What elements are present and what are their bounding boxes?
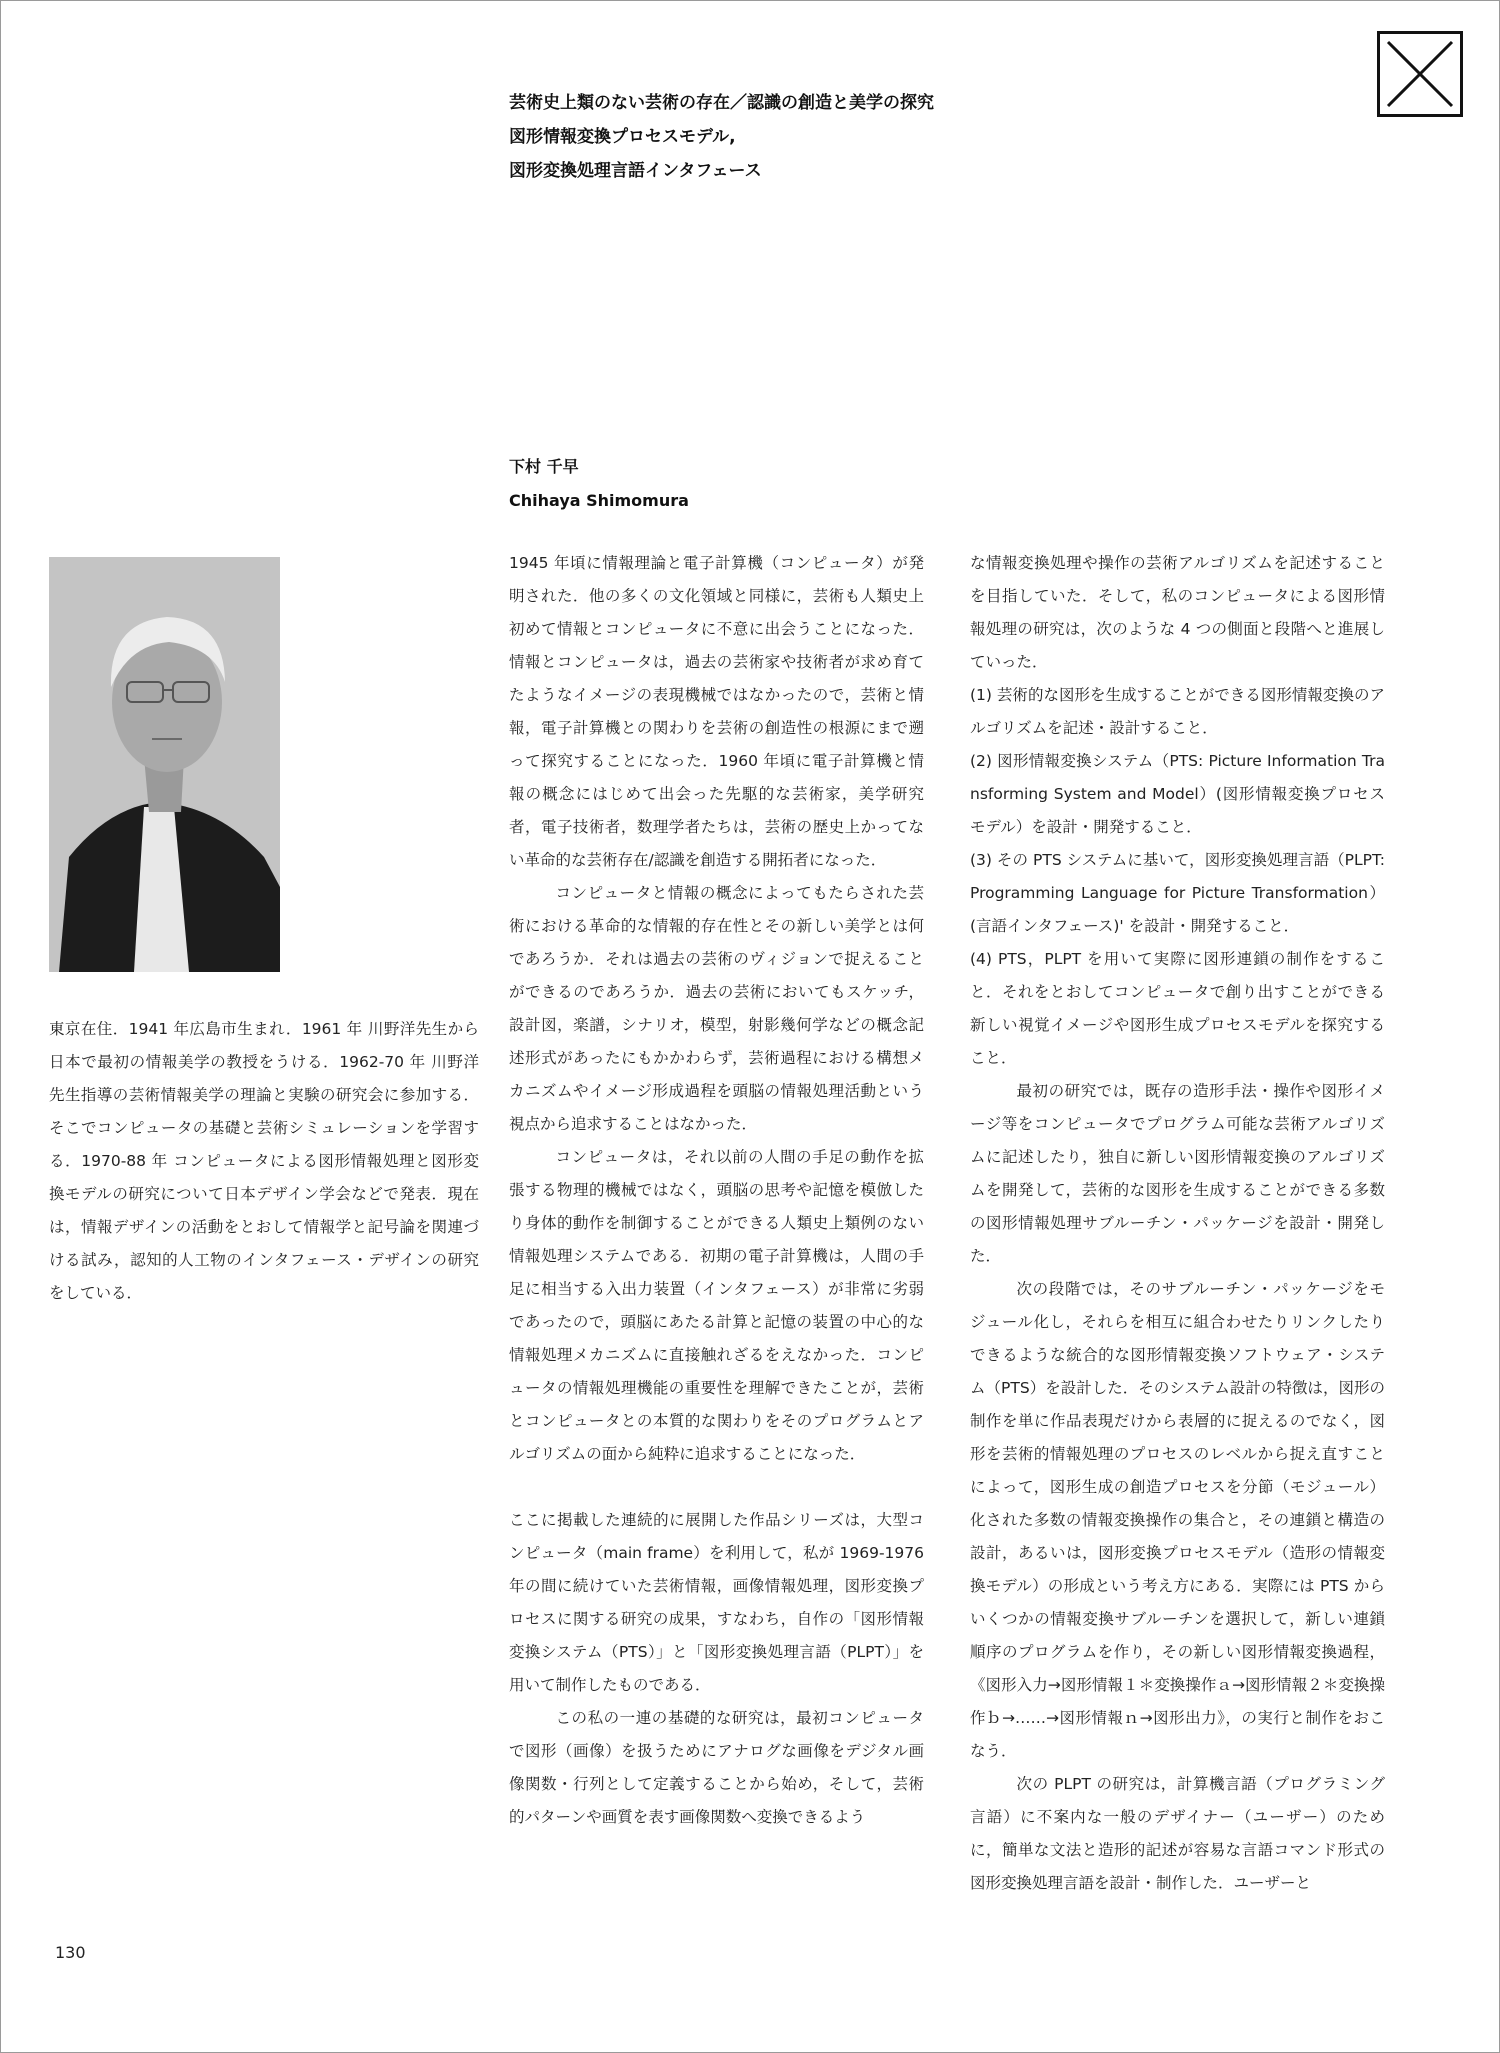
author-portrait bbox=[49, 557, 280, 972]
col2-paragraph-4: 次の PLPT の研究は，計算機言語（プログラミング言語）に不案内な一般のデザイナー（ユーザー）のために，簡単な文法と造形的記述が容易な言語コマンド形式の図形変換処理言語を設計・制作した．ユーザーと bbox=[970, 1775, 1385, 1892]
col1-paragraph-2: コンピュータと情報の概念によってもたらされた芸術における革命的な情報的存在性とその新しい美学とは何であろうか．それは過去の芸術のヴィジョンで捉えることができるのであろうか．過去の芸術においてもスケッチ，設計図，楽譜，シナリオ，模型，射影幾何学などの概念記述形式があったにもかかわらず，芸術過程における構想メカニズムやイメージ形成過程を頭脳の情報処理活動という視点から追求することはなかった． bbox=[509, 884, 924, 1133]
col1-paragraph-5: この私の一連の基礎的な研究は，最初コンピュータで図形（画像）を扱うためにアナログな画像をデジタル画像関数・行列として定義することから始め，そして，芸術的パターンや画質を表す画像関数へ変換できるよう bbox=[509, 1709, 924, 1826]
col2-paragraph-2: 最初の研究では，既存の造形手法・操作や図形イメージ等をコンピュータでプログラム可能な芸術アルゴリズムに記述したり，独自に新しい図形情報変換のアルゴリズムを開発して，芸術的な図形を生成することができる多数の図形情報処理サブルーチン・パッケージを設計・開発した． bbox=[970, 1082, 1385, 1265]
page-number: 130 bbox=[55, 1943, 86, 1962]
col2-list-item-2: (2) 図形情報変換システム（PTS: Picture Information Transforming System and Model）(図形情報変換プロセスモデル）を設計・開発すること． bbox=[970, 752, 1385, 836]
col1-paragraph-1: 1945 年頃に情報理論と電子計算機（コンピュータ）が発明された．他の多くの文化領域と同様に，芸術も人類史上初めて情報とコンピュータに不意に出会うことになった．情報とコンピュータは，過去の芸術家や技術者が求め育てたようなイメージの表現機械ではなかったので，芸術と情報，電子計算機との関わりを芸術の創造性の根源にまで遡って探究することになった．1960 年頃に電子計算機と情報の概念にはじめて出会った先駆的な芸術家，美学研究者，電子技術者，数理学者たちは，芸術の歴史上かってない革命的な芸術存在/認識を創造する開拓者になった． bbox=[509, 554, 925, 869]
col1-paragraph-3: コンピュータは，それ以前の人間の手足の動作を拡張する物理的機械ではなく，頭脳の思考や記憶を模倣したり身体的動作を制御することができる人類史上類例のない情報処理システムである．初期の電子計算機は，人間の手足に相当する入出力装置（インタフェース）が非常に劣弱であったので，頭脳にあたる計算と記憶の装置の中心的な情報処理メカニズムに直接触れざるをえなかった．コンピュータの情報処理機能の重要性を理解できたことが，芸術とコンピュータとの本質的な関わりをそのプログラムとアルゴリズムの面から純粋に追求することになった． bbox=[509, 1148, 924, 1463]
body-column-1 bbox=[509, 547, 924, 1834]
author-bio bbox=[49, 1013, 479, 1310]
portrait-drawing bbox=[49, 557, 280, 972]
author-name-ja: 下村 千早 bbox=[509, 457, 579, 476]
col2-paragraph-1: な情報変換処理や操作の芸術アルゴリズムを記述することを目指していた．そして，私のコンピュータによる図形情報処理の研究は，次のような 4 つの側面と段階へと進展していった． bbox=[970, 554, 1385, 671]
x-mark-glyph bbox=[1380, 34, 1460, 114]
x-mark-icon bbox=[1377, 31, 1463, 117]
author-name-en: Chihaya Shimomura bbox=[509, 491, 689, 510]
title-line-3: 図形変換処理言語インタフェース bbox=[509, 161, 762, 181]
title-line-2: 図形情報変換プロセスモデル, bbox=[509, 127, 736, 147]
bio-paragraph: 東京在住．1941 年広島市生まれ．1961 年 川野洋先生から日本で最初の情報美学の教授をうける．1962-70 年 川野洋先生指導の芸術情報美学の理論と実験の研究会に参加する．そこでコンピュータの基礎と芸術シミュレーションを学習する．1970-88 年 コンピュータによる図形情報処理と図形変換モデルの研究について日本デザイン学会などで発表．現在は，情報デザインの活動をとおして情報学と記号論を関連づける試み，認知的人工物のインタフェース・デザインの研究をしている． bbox=[49, 1020, 479, 1302]
col1-paragraph-4: ここに掲載した連続的に展開した作品シリーズは，大型コンピュータ（main frame）を利用して，私が 1969-1976 年の間に続けていた芸術情報，画像情報処理，図形変換プロセスに関する研究の成果，すなわち，自作の「図形情報変換システム（PTS）」と「図形変換処理言語（PLPT）」を用いて制作したものである． bbox=[509, 1511, 924, 1694]
col2-paragraph-3: 次の段階では，そのサブルーチン・パッケージをモジュール化し，それらを相互に組合わせたりリンクしたりできるような統合的な図形情報変換ソフトウェア・システム（PTS）を設計した．そのシステム設計の特徴は，図形の制作を単に作品表現だけから表層的に捉えるのでなく，図形を芸術的情報処理のプロセスのレベルから捉え直すことによって，図形生成の創造プロセスを分節（モジュール）化された多数の情報変換操作の集合と，その連鎖と構造の設計，あるいは，図形変換プロセスモデル（造形の情報変換モデル）の形成という考え方にある．実際には PTS からいくつかの情報変換サブルーチンを選択して，新しい連鎖順序のプログラムを作り，その新しい図形情報変換過程，《図形入力→図形情報１＊変換操作ａ→図形情報２＊変換操作ｂ→……→図形情報ｎ→図形出力》，の実行と制作をおこなう． bbox=[970, 1280, 1385, 1760]
body-column-2 bbox=[970, 547, 1385, 1900]
author-block bbox=[509, 450, 909, 518]
col2-list-item-1: (1) 芸術的な図形を生成することができる図形情報変換のアルゴリズムを記述・設計すること． bbox=[970, 686, 1385, 737]
col2-list-item-3: (3) その PTS システムに基いて，図形変換処理言語（PLPT: Programming Language for Picture Transformation）(言語インタフェース)' を設計・開発すること． bbox=[970, 851, 1385, 935]
title-line-1: 芸術史上類のない芸術の存在／認識の創造と美学の探究 bbox=[509, 93, 934, 113]
col2-list-item-4: (4) PTS，PLPT を用いて実際に図形連鎖の制作をすること．それをとおしてコンピュータで創り出すことができる新しい視覚イメージや図形生成プロセスモデルを探究すること． bbox=[970, 950, 1385, 1067]
article-title bbox=[509, 86, 1209, 188]
